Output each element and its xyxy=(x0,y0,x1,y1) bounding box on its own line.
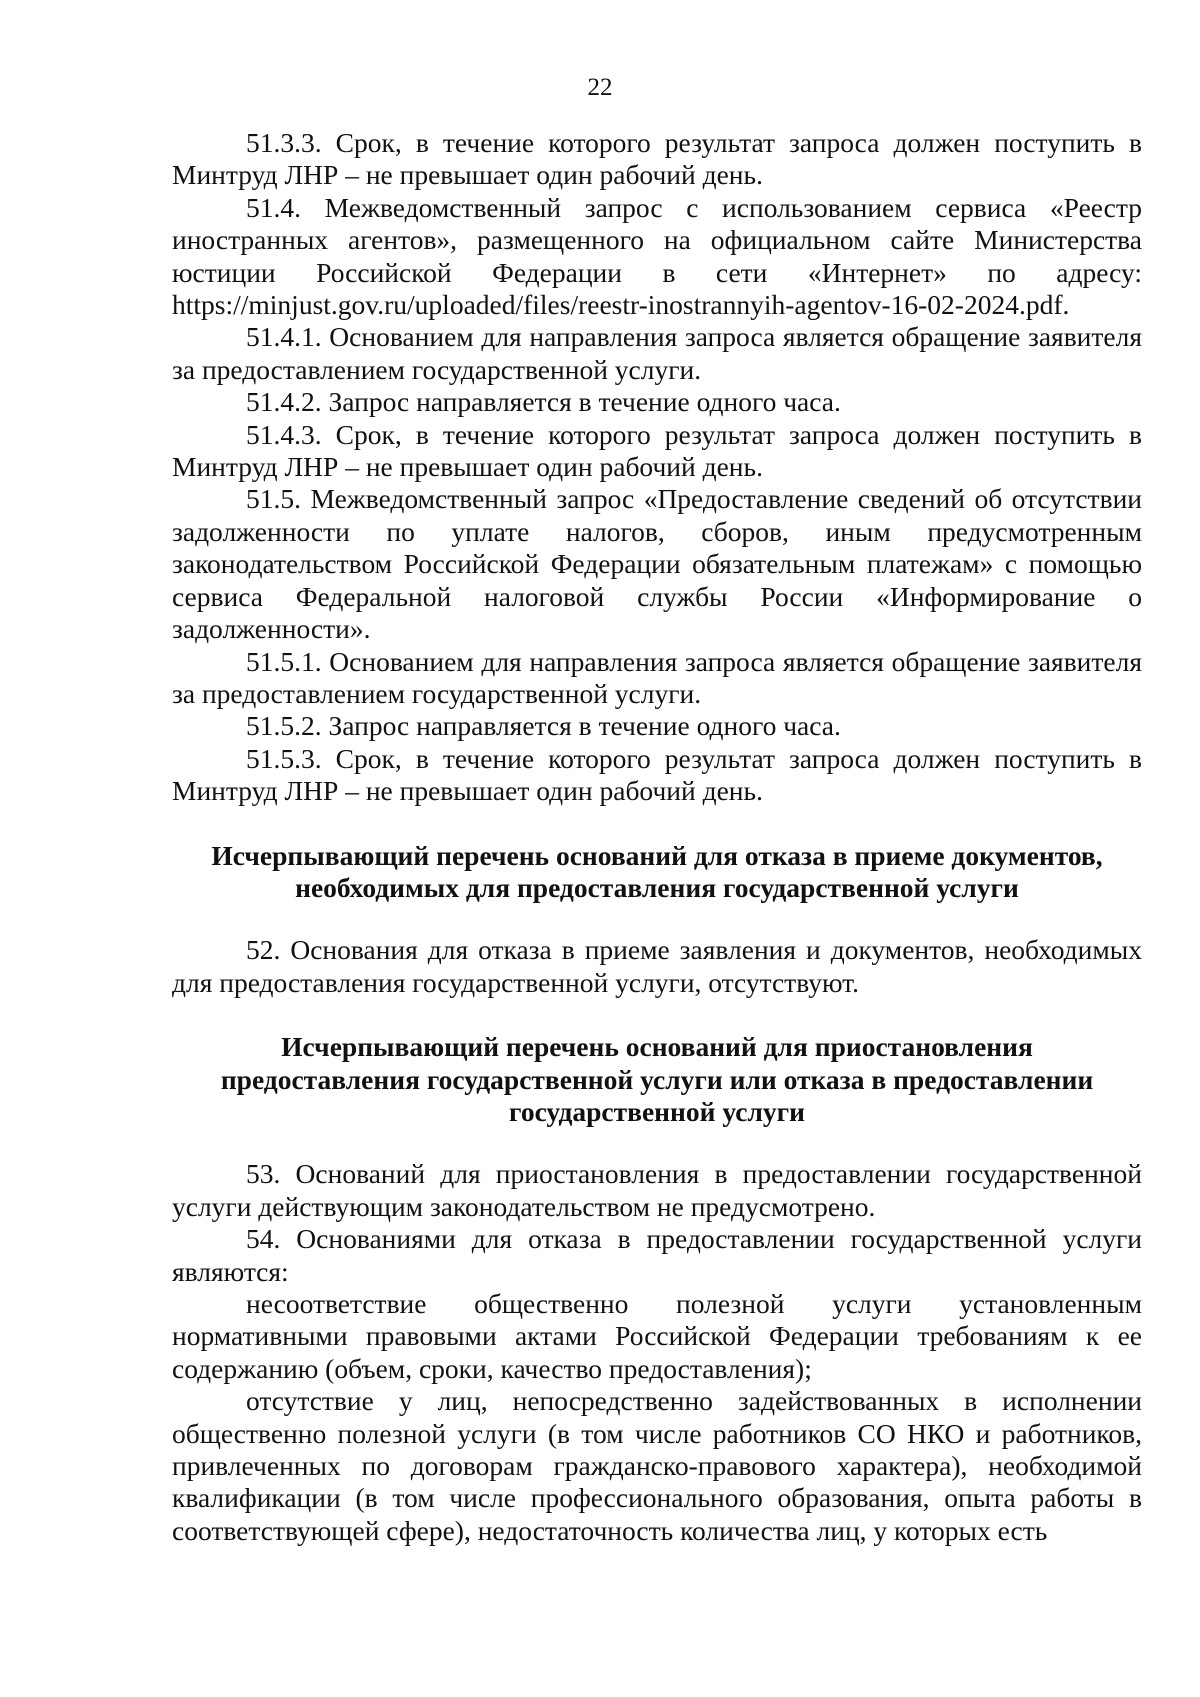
paragraph: 51.4.1. Основанием для направления запроса является обращение заявителя за предоставлением государственной услуги. xyxy=(172,321,1142,385)
paragraph: 51.5.1. Основанием для направления запроса является обращение заявителя за предоставлением государственной услуги. xyxy=(172,645,1142,709)
paragraph: 51.5.3. Срок, в течение которого результат запроса должен поступить в Минтруд ЛНР – не превышает один рабочий день. xyxy=(172,742,1142,807)
paragraph: 51.5.2. Запрос направляется в течение одного часа. xyxy=(246,710,841,742)
paragraph: отсутствие у лиц, непосредственно задействованных в исполнении общественно полезной услуги (в том числе работников СО НКО и работников, привлеченных по договорам гражданско-правового характера), необходимой квалификации (в том числе профессионального образования, опыта работы в соответствующей сфере), недостаточность количества лиц, у которых есть xyxy=(172,1385,1142,1546)
paragraph: 51.3.3. Срок, в течение которого результат запроса должен поступить в Минтруд ЛНР – не превышает один рабочий день. xyxy=(172,127,1142,191)
paragraph: 53. Оснований для приостановления в предоставлении государственной услуги действующим законодательством не предусмотрено. xyxy=(172,1158,1142,1222)
paragraph: несоответствие общественно полезной услуги установленным нормативными правовыми актами Российской Федерации требованиям к ее содержанию (объем, сроки, качество предоставления); xyxy=(172,1288,1142,1384)
paragraph: 51.4.3. Срок, в течение которого результат запроса должен поступить в Минтруд ЛНР – не превышает один рабочий день. xyxy=(172,418,1142,483)
spacer xyxy=(172,1128,1142,1158)
section-heading: Исчерпывающий перечень оснований для отказа в приеме документов, необходимых для предоставления государственной услуги xyxy=(211,839,1103,903)
spacer xyxy=(172,999,1142,1031)
paragraph: 51.5. Межведомственный запрос «Предоставление сведений об отсутствии задолженности по уплате налогов, сборов, иным предусмотренным законодательством Российской Федерации обязательным платежам» с помощью сервиса Федеральной налоговой службы России «Информирование о задолженности». xyxy=(172,483,1142,645)
paragraph: 51.4.2. Запрос направляется в течение одного часа. xyxy=(246,386,841,418)
document-body xyxy=(172,127,1142,1547)
paragraph: 54. Основаниями для отказа в предоставлении государственной услуги являются: xyxy=(172,1223,1142,1287)
paragraph: 52. Основания для отказа в приеме заявления и документов, необходимых для предоставления государственной услуги, отсутствуют. xyxy=(172,934,1142,998)
spacer xyxy=(172,904,1142,934)
spacer xyxy=(172,808,1142,840)
paragraph: 51.4. Межведомственный запрос с использованием сервиса «Реестр иностранных агентов», размещенного на официальном сайте Министерства юстиции Российской Федерации в сети «Интернет» по адресу: https://minjust.gov.ru/uploaded/files/reestr-inostrannyih-agentov-16-02-2024.pdf. xyxy=(172,191,1142,321)
section-heading: Исчерпывающий перечень оснований для приостановления предоставления государственной услуги или отказа в предоставлении государственной услуги xyxy=(220,1031,1094,1127)
page-number: 22 xyxy=(587,74,613,101)
